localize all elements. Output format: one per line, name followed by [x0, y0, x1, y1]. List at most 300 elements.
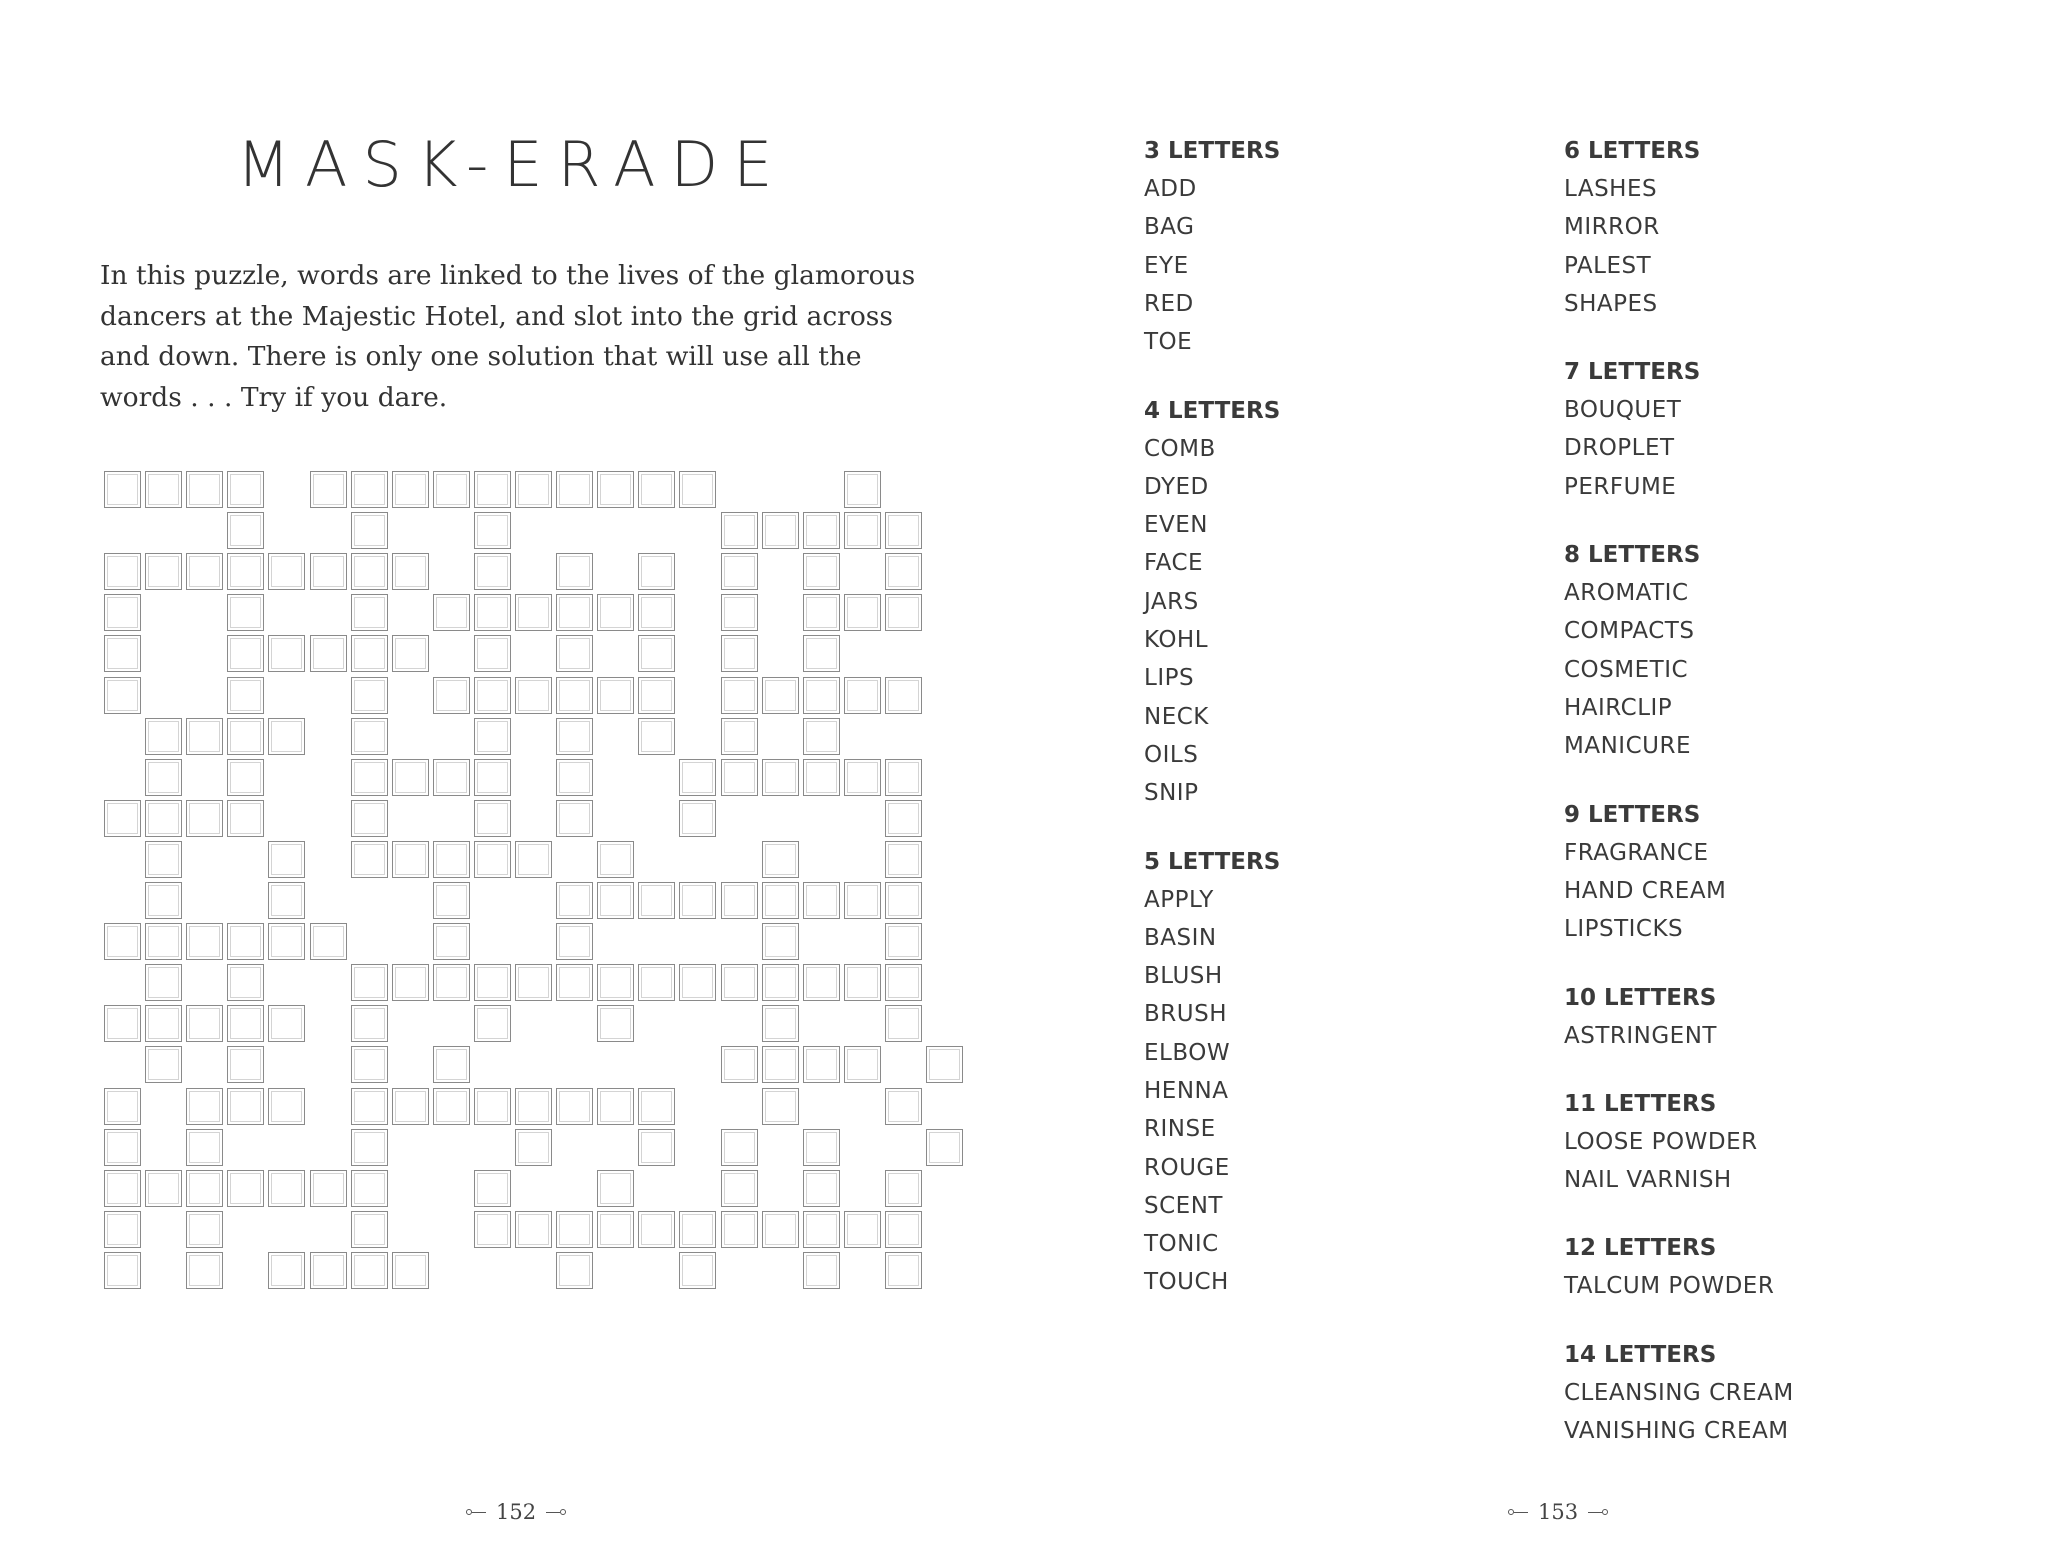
grid-cell[interactable] [926, 1129, 963, 1166]
grid-cell[interactable] [556, 800, 593, 837]
grid-cell[interactable] [186, 1129, 223, 1166]
grid-cell[interactable] [721, 1170, 758, 1207]
grid-cell[interactable] [310, 923, 347, 960]
word-list-item: KOHL [1144, 626, 1209, 653]
grid-cell[interactable] [885, 553, 922, 590]
grid-cell[interactable] [186, 1088, 223, 1125]
grid-cell[interactable] [556, 1211, 593, 1248]
grid-cell[interactable] [227, 677, 264, 714]
grid-cell[interactable] [351, 553, 388, 590]
grid-cell[interactable] [515, 594, 552, 631]
grid-cell[interactable] [186, 553, 223, 590]
word-group [1144, 132, 1280, 361]
grid-cell[interactable] [351, 759, 388, 796]
grid-cell[interactable] [145, 964, 182, 1001]
word-list-item: SHAPES [1564, 290, 1658, 317]
grid-cell[interactable] [762, 882, 799, 919]
ornament-right-icon [1588, 1509, 1608, 1515]
grid-cell[interactable] [556, 1088, 593, 1125]
grid-cell[interactable] [844, 471, 881, 508]
word-list-item: JARS [1144, 588, 1199, 615]
grid-cell[interactable] [926, 1046, 963, 1083]
grid-cell[interactable] [679, 800, 716, 837]
word-list-item: COMB [1144, 435, 1216, 462]
grid-cell[interactable] [104, 553, 141, 590]
word-list-item: COSMETIC [1564, 656, 1689, 683]
grid-cell[interactable] [104, 1252, 141, 1289]
grid-cell[interactable] [268, 841, 305, 878]
word-list-item: TONIC [1144, 1231, 1219, 1258]
grid-cell[interactable] [474, 677, 511, 714]
grid-cell[interactable] [803, 759, 840, 796]
grid-cell[interactable] [145, 800, 182, 837]
word-group [1564, 979, 1717, 1055]
grid-cell[interactable] [844, 1046, 881, 1083]
grid-cell[interactable] [474, 759, 511, 796]
word-list-item: TOE [1144, 329, 1193, 356]
group-heading: 6 LETTERS [1564, 138, 1701, 164]
word-list-item: HAND CREAM [1564, 877, 1727, 904]
grid-cell[interactable] [803, 1046, 840, 1083]
grid-cell[interactable] [186, 1252, 223, 1289]
grid-cell[interactable] [433, 882, 470, 919]
grid-cell[interactable] [597, 964, 634, 1001]
grid-cell[interactable] [556, 471, 593, 508]
grid-cell[interactable] [638, 964, 675, 1001]
word-list-item: APPLY [1144, 886, 1214, 913]
word-list-item: EYE [1144, 252, 1189, 279]
grid-cell[interactable] [145, 923, 182, 960]
grid-cell[interactable] [474, 718, 511, 755]
grid-cell[interactable] [885, 1170, 922, 1207]
grid-cell[interactable] [433, 841, 470, 878]
grid-cell[interactable] [679, 759, 716, 796]
grid-cell[interactable] [556, 964, 593, 1001]
page-number-right [1508, 1500, 1608, 1524]
grid-cell[interactable] [762, 964, 799, 1001]
crossword-grid [0, 0, 1024, 1300]
grid-cell[interactable] [310, 471, 347, 508]
word-group [1564, 536, 1700, 765]
page-number-text: 153 [1538, 1500, 1579, 1524]
grid-cell[interactable] [351, 1170, 388, 1207]
grid-cell[interactable] [268, 1170, 305, 1207]
grid-cell[interactable] [803, 964, 840, 1001]
grid-cell[interactable] [721, 718, 758, 755]
grid-cell[interactable] [227, 800, 264, 837]
grid-cell[interactable] [104, 594, 141, 631]
grid-cell[interactable] [433, 923, 470, 960]
grid-cell[interactable] [227, 471, 264, 508]
word-list-item: BAG [1144, 214, 1195, 241]
grid-cell[interactable] [104, 1170, 141, 1207]
grid-cell[interactable] [433, 1046, 470, 1083]
grid-cell[interactable] [803, 1170, 840, 1207]
grid-cell[interactable] [227, 1046, 264, 1083]
grid-cell[interactable] [104, 923, 141, 960]
grid-cell[interactable] [803, 1211, 840, 1248]
word-list-item: BRUSH [1144, 1001, 1227, 1028]
grid-cell[interactable] [474, 512, 511, 549]
grid-cell[interactable] [392, 635, 429, 672]
grid-cell[interactable] [474, 841, 511, 878]
grid-cell[interactable] [515, 677, 552, 714]
grid-cell[interactable] [392, 841, 429, 878]
grid-cell[interactable] [844, 677, 881, 714]
grid-cell[interactable] [227, 553, 264, 590]
grid-cell[interactable] [885, 1005, 922, 1042]
grid-cell[interactable] [721, 1046, 758, 1083]
grid-cell[interactable] [351, 471, 388, 508]
grid-cell[interactable] [104, 800, 141, 837]
grid-cell[interactable] [310, 1252, 347, 1289]
group-heading: 9 LETTERS [1564, 801, 1701, 828]
grid-cell[interactable] [556, 882, 593, 919]
grid-cell[interactable] [392, 1088, 429, 1125]
grid-cell[interactable] [803, 553, 840, 590]
word-group [1564, 353, 1700, 506]
grid-cell[interactable] [310, 635, 347, 672]
grid-cell[interactable] [721, 635, 758, 672]
grid-cell[interactable] [679, 1252, 716, 1289]
grid-cell[interactable] [762, 923, 799, 960]
word-list-item: RINSE [1144, 1116, 1216, 1143]
grid-cell[interactable] [762, 677, 799, 714]
word-list-item: NAIL VARNISH [1564, 1167, 1732, 1194]
grid-cell[interactable] [227, 1005, 264, 1042]
word-group [1564, 796, 1726, 949]
grid-cell[interactable] [268, 923, 305, 960]
grid-cell[interactable] [392, 471, 429, 508]
grid-cell[interactable] [227, 964, 264, 1001]
grid-cell[interactable] [679, 964, 716, 1001]
grid-cell[interactable] [679, 471, 716, 508]
word-list-item: TALCUM POWDER [1564, 1273, 1775, 1300]
grid-cell[interactable] [638, 1129, 675, 1166]
grid-cell[interactable] [844, 759, 881, 796]
grid-cell[interactable] [597, 841, 634, 878]
grid-cell[interactable] [721, 512, 758, 549]
grid-cell[interactable] [721, 964, 758, 1001]
grid-cell[interactable] [351, 635, 388, 672]
word-list-item: TOUCH [1144, 1269, 1229, 1296]
grid-cell[interactable] [186, 471, 223, 508]
grid-cell[interactable] [186, 718, 223, 755]
word-list-item: CLEANSING CREAM [1564, 1379, 1794, 1406]
grid-cell[interactable] [597, 1088, 634, 1125]
grid-cell[interactable] [268, 1252, 305, 1289]
grid-cell[interactable] [679, 1211, 716, 1248]
grid-cell[interactable] [392, 1252, 429, 1289]
grid-cell[interactable] [227, 759, 264, 796]
grid-cell[interactable] [803, 635, 840, 672]
grid-cell[interactable] [474, 594, 511, 631]
grid-cell[interactable] [638, 718, 675, 755]
grid-cell[interactable] [638, 1211, 675, 1248]
grid-cell[interactable] [310, 553, 347, 590]
grid-cell[interactable] [515, 841, 552, 878]
grid-cell[interactable] [885, 759, 922, 796]
grid-cell[interactable] [104, 1211, 141, 1248]
grid-cell[interactable] [351, 964, 388, 1001]
grid-cell[interactable] [474, 553, 511, 590]
grid-cell[interactable] [844, 1211, 881, 1248]
ornament-right-icon [546, 1509, 566, 1515]
grid-cell[interactable] [268, 882, 305, 919]
grid-cell[interactable] [556, 923, 593, 960]
grid-cell[interactable] [351, 677, 388, 714]
grid-cell[interactable] [803, 1252, 840, 1289]
grid-cell[interactable] [844, 964, 881, 1001]
page-number-text: 152 [496, 1500, 537, 1524]
group-heading: 7 LETTERS [1564, 359, 1701, 386]
word-list-item: PERFUME [1564, 473, 1677, 500]
grid-cell[interactable] [351, 718, 388, 755]
word-list-item: PALEST [1564, 252, 1652, 279]
word-list-item: AROMATIC [1564, 580, 1689, 607]
grid-cell[interactable] [638, 635, 675, 672]
grid-cell[interactable] [433, 964, 470, 1001]
grid-cell[interactable] [186, 923, 223, 960]
ornament-left-icon [466, 1509, 486, 1515]
word-list-item: SNIP [1144, 780, 1199, 807]
grid-cell[interactable] [597, 471, 634, 508]
grid-cell[interactable] [597, 882, 634, 919]
grid-cell[interactable] [844, 512, 881, 549]
grid-cell[interactable] [145, 1005, 182, 1042]
grid-cell[interactable] [227, 1088, 264, 1125]
grid-cell[interactable] [721, 553, 758, 590]
grid-cell[interactable] [638, 594, 675, 631]
grid-cell[interactable] [556, 759, 593, 796]
grid-cell[interactable] [474, 635, 511, 672]
grid-cell[interactable] [227, 718, 264, 755]
group-heading: 5 LETTERS [1144, 848, 1281, 875]
grid-cell[interactable] [104, 677, 141, 714]
grid-cell[interactable] [721, 1129, 758, 1166]
grid-cell[interactable] [351, 1005, 388, 1042]
grid-cell[interactable] [762, 759, 799, 796]
grid-cell[interactable] [762, 1005, 799, 1042]
grid-cell[interactable] [803, 718, 840, 755]
grid-cell[interactable] [885, 882, 922, 919]
grid-cell[interactable] [145, 471, 182, 508]
grid-cell[interactable] [885, 964, 922, 1001]
grid-cell[interactable] [351, 841, 388, 878]
grid-cell[interactable] [474, 800, 511, 837]
grid-cell[interactable] [762, 1046, 799, 1083]
grid-cell[interactable] [844, 594, 881, 631]
grid-cell[interactable] [433, 1088, 470, 1125]
grid-cell[interactable] [721, 594, 758, 631]
grid-cell[interactable] [597, 1211, 634, 1248]
grid-cell[interactable] [885, 923, 922, 960]
word-group [1564, 132, 1700, 323]
word-list-item: DYED [1144, 473, 1209, 500]
grid-cell[interactable] [145, 841, 182, 878]
grid-cell[interactable] [268, 635, 305, 672]
group-heading: 11 LETTERS [1564, 1090, 1717, 1117]
grid-cell[interactable] [597, 1170, 634, 1207]
grid-cell[interactable] [433, 759, 470, 796]
grid-cell[interactable] [433, 471, 470, 508]
grid-cell[interactable] [885, 800, 922, 837]
grid-cell[interactable] [597, 1005, 634, 1042]
grid-cell[interactable] [515, 471, 552, 508]
word-list-item: FACE [1144, 550, 1204, 577]
word-list-item: VANISHING CREAM [1564, 1417, 1789, 1444]
grid-cell[interactable] [762, 841, 799, 878]
grid-cell[interactable] [433, 677, 470, 714]
word-list-item: HENNA [1144, 1077, 1229, 1104]
grid-cell[interactable] [515, 964, 552, 1001]
grid-cell[interactable] [803, 512, 840, 549]
grid-cell[interactable] [392, 964, 429, 1001]
word-list-item: FRAGRANCE [1564, 839, 1709, 866]
right-page [1024, 0, 2048, 1568]
grid-cell[interactable] [721, 677, 758, 714]
grid-cell[interactable] [556, 677, 593, 714]
word-list-item: DROPLET [1564, 435, 1675, 462]
grid-cell[interactable] [186, 800, 223, 837]
word-group [1144, 843, 1280, 1302]
word-group [1144, 392, 1280, 813]
grid-cell[interactable] [638, 1088, 675, 1125]
word-list-item: COMPACTS [1564, 618, 1695, 645]
grid-cell[interactable] [762, 1088, 799, 1125]
grid-cell[interactable] [351, 1088, 388, 1125]
grid-cell[interactable] [104, 1005, 141, 1042]
grid-cell[interactable] [556, 718, 593, 755]
grid-cell[interactable] [227, 923, 264, 960]
grid-cell[interactable] [227, 594, 264, 631]
grid-cell[interactable] [145, 718, 182, 755]
grid-cell[interactable] [762, 512, 799, 549]
grid-cell[interactable] [351, 594, 388, 631]
word-group [1564, 1229, 1774, 1305]
grid-cell[interactable] [597, 594, 634, 631]
grid-cell[interactable] [392, 553, 429, 590]
grid-cell[interactable] [351, 1046, 388, 1083]
word-list-item: OILS [1144, 741, 1199, 768]
grid-cell[interactable] [721, 759, 758, 796]
grid-cell[interactable] [351, 1211, 388, 1248]
grid-cell[interactable] [515, 1211, 552, 1248]
grid-cell[interactable] [515, 1129, 552, 1166]
grid-cell[interactable] [803, 882, 840, 919]
grid-cell[interactable] [104, 1088, 141, 1125]
grid-cell[interactable] [268, 718, 305, 755]
grid-cell[interactable] [762, 1211, 799, 1248]
grid-cell[interactable] [145, 1046, 182, 1083]
group-heading: 3 LETTERS [1144, 138, 1281, 164]
group-heading: 8 LETTERS [1564, 542, 1701, 569]
word-list-item: SCENT [1144, 1192, 1223, 1219]
grid-cell[interactable] [104, 471, 141, 508]
grid-cell[interactable] [556, 635, 593, 672]
grid-cell[interactable] [227, 635, 264, 672]
grid-cell[interactable] [885, 512, 922, 549]
grid-cell[interactable] [474, 1005, 511, 1042]
grid-cell[interactable] [433, 594, 470, 631]
grid-cell[interactable] [638, 553, 675, 590]
grid-cell[interactable] [474, 1211, 511, 1248]
word-list-item: BLUSH [1144, 963, 1223, 990]
grid-cell[interactable] [268, 553, 305, 590]
grid-cell[interactable] [638, 882, 675, 919]
grid-cell[interactable] [803, 677, 840, 714]
grid-cell[interactable] [186, 1170, 223, 1207]
grid-cell[interactable] [885, 1211, 922, 1248]
grid-cell[interactable] [145, 759, 182, 796]
word-list-item: BOUQUET [1564, 397, 1682, 424]
word-group [1564, 1336, 1794, 1451]
word-list-item: BASIN [1144, 924, 1217, 951]
grid-cell[interactable] [885, 841, 922, 878]
grid-cell[interactable] [145, 553, 182, 590]
grid-cell[interactable] [145, 882, 182, 919]
grid-cell[interactable] [268, 1088, 305, 1125]
grid-cell[interactable] [227, 1170, 264, 1207]
group-heading: 12 LETTERS [1564, 1235, 1717, 1262]
grid-cell[interactable] [392, 759, 429, 796]
grid-cell[interactable] [227, 512, 264, 549]
grid-cell[interactable] [186, 1211, 223, 1248]
grid-cell[interactable] [803, 1129, 840, 1166]
grid-cell[interactable] [104, 1129, 141, 1166]
grid-cell[interactable] [556, 553, 593, 590]
word-list-item: LOOSE POWDER [1564, 1128, 1758, 1155]
page-number-left [466, 1500, 566, 1524]
grid-cell[interactable] [474, 471, 511, 508]
grid-cell[interactable] [268, 1005, 305, 1042]
grid-cell[interactable] [885, 677, 922, 714]
grid-cell[interactable] [104, 635, 141, 672]
grid-cell[interactable] [351, 800, 388, 837]
grid-cell[interactable] [145, 1170, 182, 1207]
grid-cell[interactable] [803, 594, 840, 631]
word-list-item: ADD [1144, 176, 1197, 202]
grid-cell[interactable] [885, 594, 922, 631]
grid-cell[interactable] [351, 1129, 388, 1166]
word-list-item: ELBOW [1144, 1039, 1231, 1066]
ornament-left-icon [1508, 1509, 1528, 1515]
puzzle-intro: In this puzzle, words are linked to the lives of the glamorous dancers at the Majestic Hotel, and slot into the grid across and down. There is only one solution that will use all the words . . . Try if you dare. [100, 260, 916, 413]
grid-cell[interactable] [597, 677, 634, 714]
word-list-item: NECK [1144, 703, 1209, 730]
grid-cell[interactable] [515, 1088, 552, 1125]
group-heading: 4 LETTERS [1144, 397, 1281, 424]
grid-cell[interactable] [556, 1252, 593, 1289]
grid-cell[interactable] [556, 594, 593, 631]
grid-cell[interactable] [638, 471, 675, 508]
grid-cell[interactable] [186, 1005, 223, 1042]
grid-cell[interactable] [474, 1088, 511, 1125]
word-list-item: LIPSTICKS [1564, 916, 1684, 943]
grid-cell[interactable] [310, 1170, 347, 1207]
grid-cell[interactable] [885, 1252, 922, 1289]
grid-cell[interactable] [638, 677, 675, 714]
grid-cell[interactable] [679, 882, 716, 919]
grid-cell[interactable] [351, 512, 388, 549]
grid-cell[interactable] [721, 882, 758, 919]
grid-cell[interactable] [474, 1170, 511, 1207]
grid-cell[interactable] [474, 964, 511, 1001]
grid-cell[interactable] [351, 1252, 388, 1289]
grid-cell[interactable] [844, 882, 881, 919]
grid-cell[interactable] [721, 1211, 758, 1248]
grid-cell[interactable] [885, 1088, 922, 1125]
